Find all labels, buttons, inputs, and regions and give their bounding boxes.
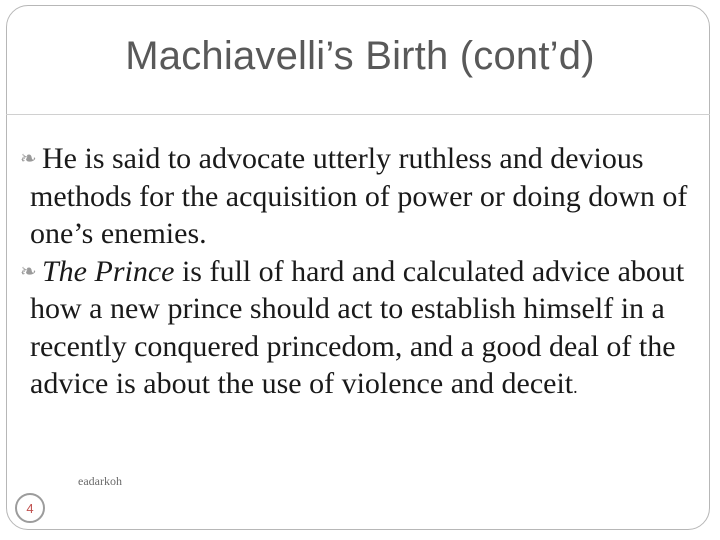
fleuron-bullet-icon: ❧ [20,146,37,170]
fleuron-bullet-icon: ❧ [20,258,37,283]
slide-title: Machiavelli’s Birth (cont’d) [125,34,595,78]
title-divider [6,114,710,115]
footer-author: eadarkoh [78,474,122,488]
book-title: The Prince [42,254,175,288]
bullet-2-text: is full of hard and calculated advice about how a new prince should act to establish himself in a recently conquered princedom, and a good deal of the advice is about the use of violence and deceit [30,254,685,400]
bullet-item-1 [10,140,700,253]
slide-body [10,140,700,407]
bullet-item-2 [10,253,700,407]
page-number-badge [15,493,45,523]
page-number: 4 [26,500,34,516]
bullet-1-text: He is said to advocate utterly ruthless and devious methods for the acquisition of power or doing down of one’s enemies. [30,142,688,250]
bullet-2-ending: . [573,377,578,397]
